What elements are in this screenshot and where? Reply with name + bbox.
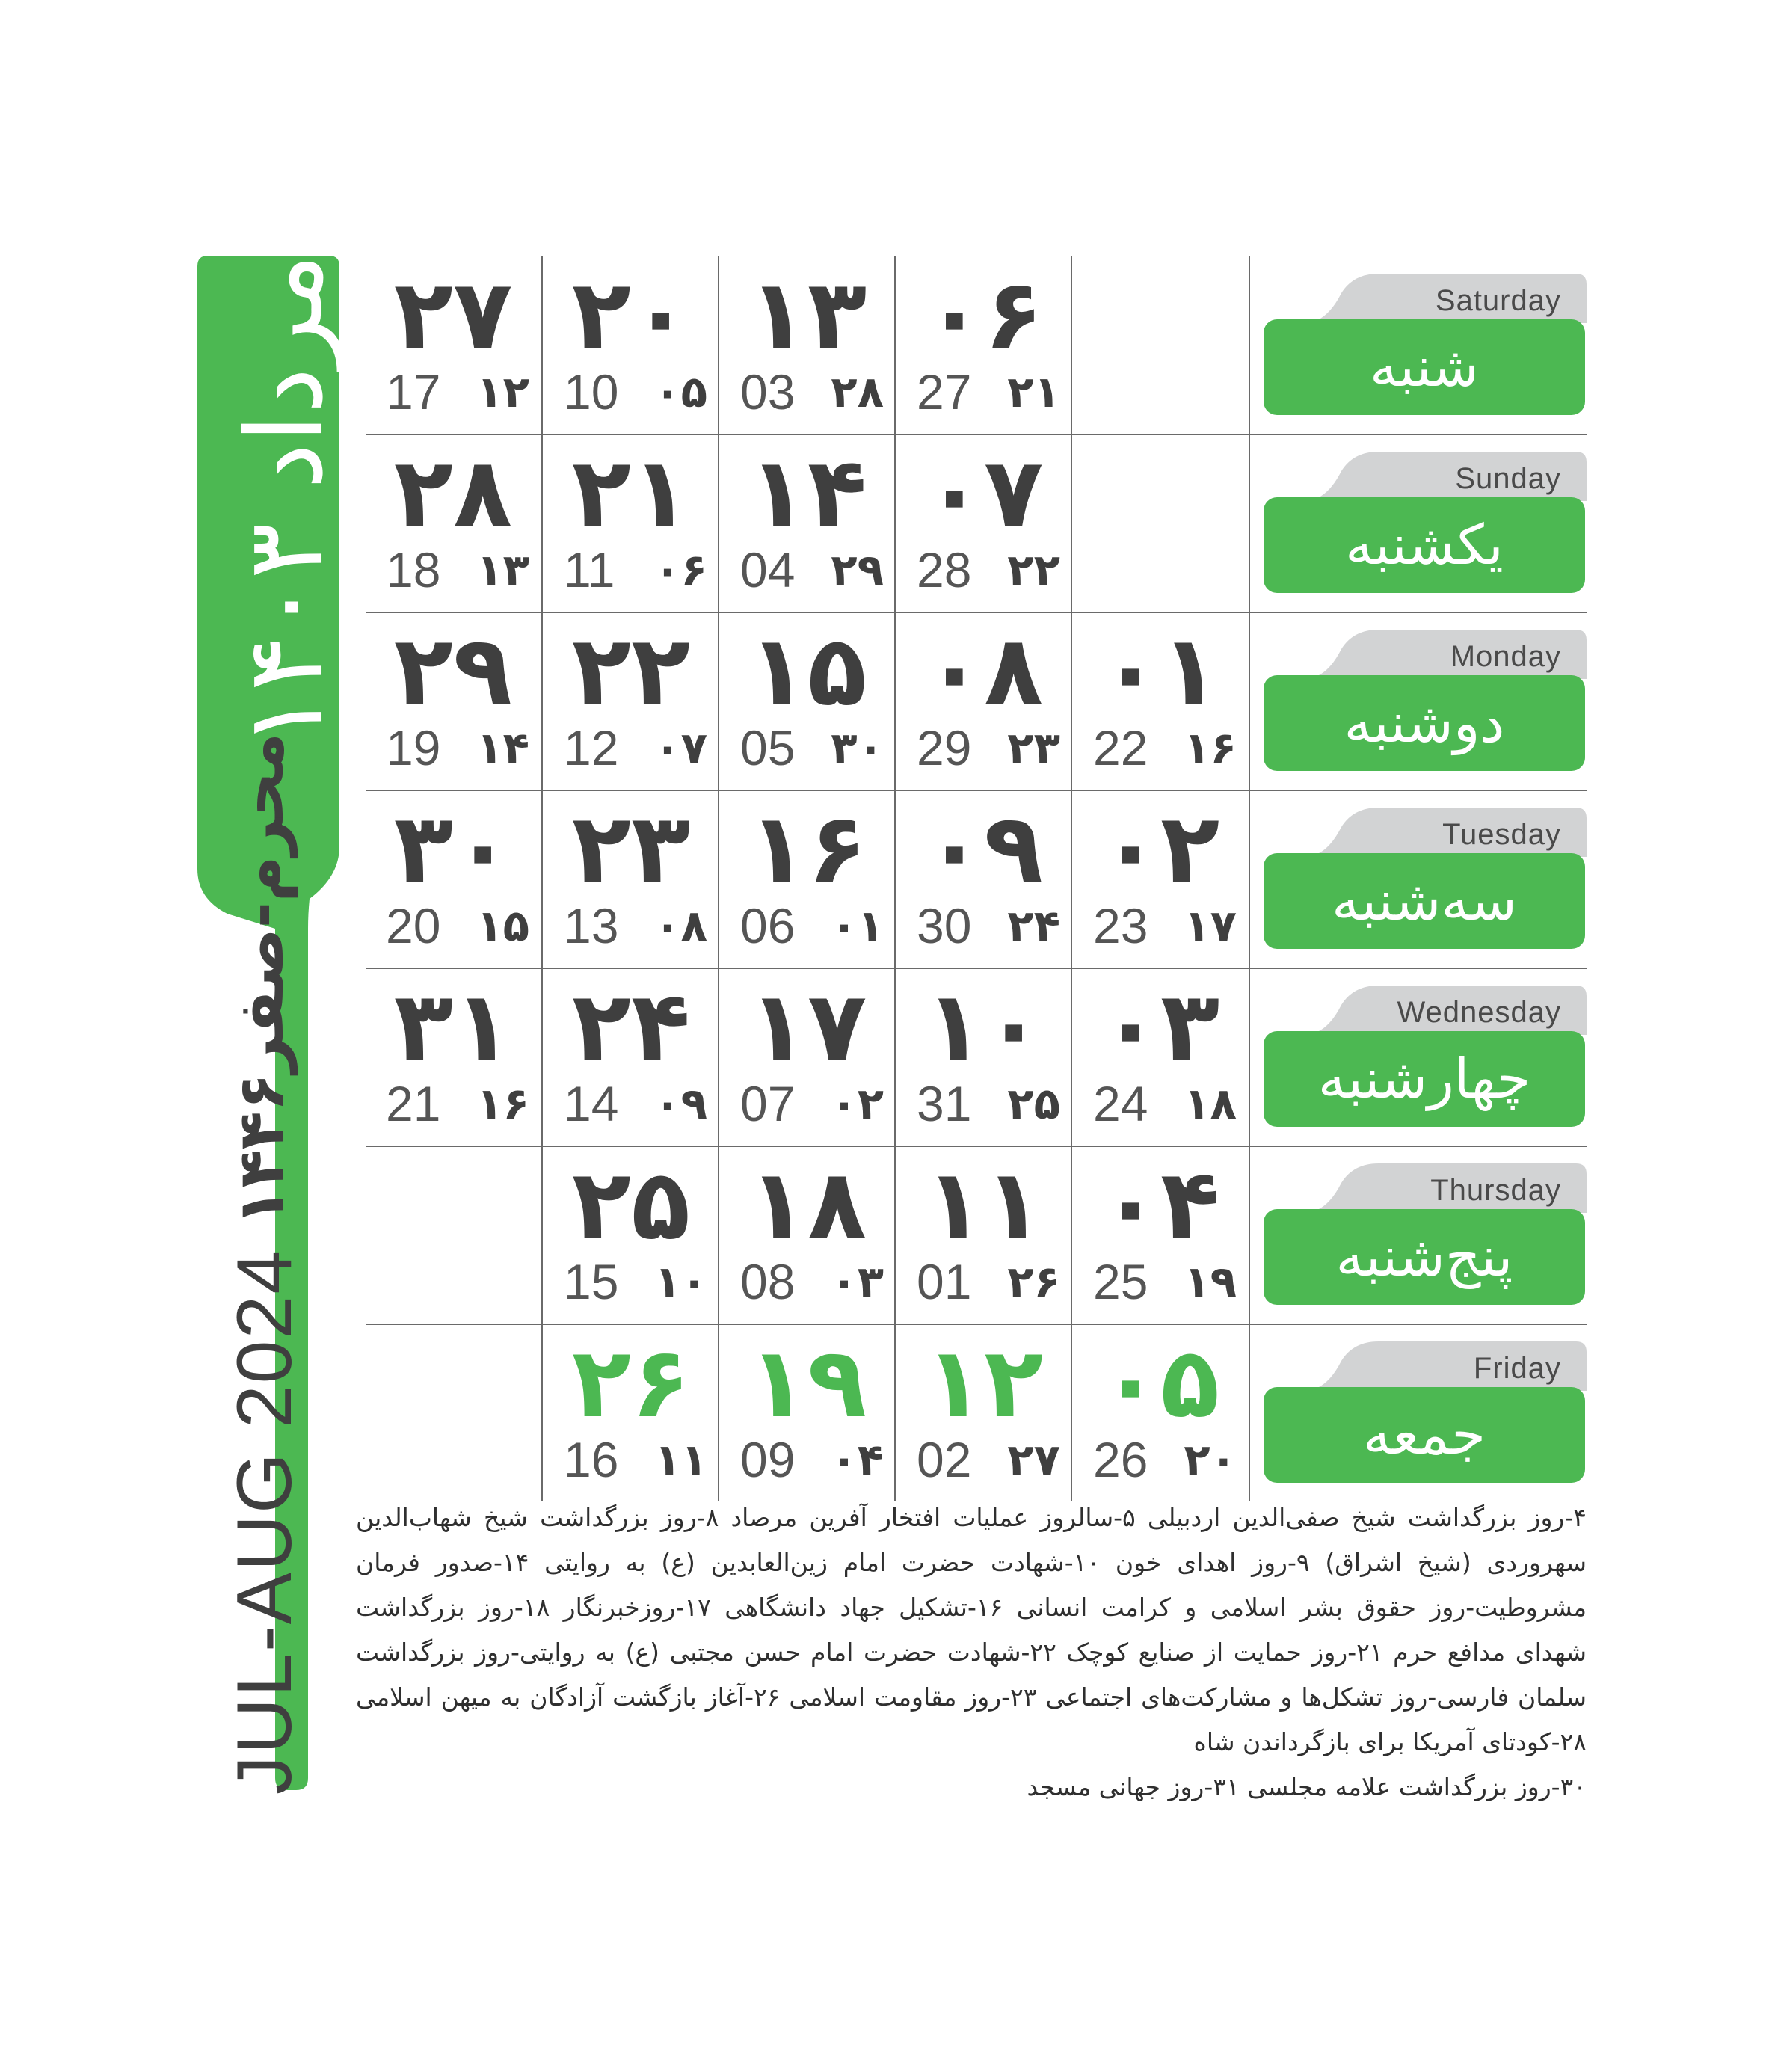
solar-day-number: ۰۷ [924, 436, 1044, 550]
hijri-day-number: ۲۶ [1007, 1256, 1060, 1307]
hijri-day-number: ۳۰ [831, 722, 884, 773]
weekday-label [1259, 449, 1587, 594]
hijri-day-number: ۱۷ [1184, 900, 1237, 951]
solar-day-number: ۲۶ [571, 1326, 691, 1439]
hijri-month-title: محرم-صفر۱۴۴۶ [224, 732, 298, 1226]
day-cell[interactable] [366, 434, 543, 612]
weekday-english: Friday [1473, 1352, 1561, 1385]
gregorian-day-number: 02 [917, 1432, 972, 1487]
weekday-label [1259, 271, 1587, 416]
weekday-persian: سه‌شنبه [1264, 853, 1585, 949]
hijri-day-number: ۲۷ [1007, 1434, 1060, 1485]
weekday-english: Saturday [1435, 284, 1561, 317]
solar-day-number: ۱۲ [924, 1326, 1044, 1439]
day-cell[interactable] [544, 968, 721, 1146]
day-cell[interactable] [897, 612, 1074, 790]
weekday-persian: یکشنبه [1264, 497, 1585, 593]
gregorian-day-number: 17 [386, 364, 441, 419]
hijri-day-number: ۱۳ [476, 544, 529, 595]
gregorian-day-number: 07 [740, 1076, 796, 1131]
day-cell[interactable] [897, 1324, 1074, 1501]
gregorian-day-number: 13 [564, 898, 619, 953]
gregorian-day-number: 15 [564, 1254, 619, 1309]
solar-day-number: ۰۲ [1101, 792, 1220, 906]
weekday-english: Monday [1450, 640, 1561, 673]
hijri-day-number: ۰۸ [654, 900, 707, 951]
solar-day-number: ۱۰ [924, 970, 1044, 1083]
weekday-label [1259, 805, 1587, 950]
weekday-persian: چهارشنبه [1264, 1031, 1585, 1127]
weekday-english: Wednesday [1397, 996, 1561, 1029]
hijri-day-number: ۲۸ [831, 366, 884, 417]
hijri-day-number: ۱۸ [1184, 1078, 1237, 1129]
hijri-day-number: ۰۹ [654, 1078, 707, 1129]
day-cell[interactable] [544, 1324, 721, 1501]
hijri-day-number: ۲۹ [831, 544, 884, 595]
gregorian-day-number: 22 [1093, 720, 1148, 775]
solar-day-number: ۳۱ [393, 970, 513, 1083]
gregorian-day-number: 20 [386, 898, 441, 953]
gregorian-day-number: 18 [386, 542, 441, 597]
day-cell[interactable] [897, 434, 1074, 612]
weekday-english: Sunday [1455, 462, 1561, 495]
weekday-label [1259, 1160, 1587, 1306]
solar-day-number: ۱۴ [748, 436, 867, 550]
gregorian-day-number: 03 [740, 364, 796, 419]
gregorian-day-number: 12 [564, 720, 619, 775]
solar-day-number: ۲۰ [571, 258, 691, 372]
solar-day-number: ۲۴ [571, 970, 691, 1083]
day-cell[interactable] [721, 1324, 897, 1501]
hijri-day-number: ۰۴ [831, 1434, 884, 1485]
day-cell[interactable] [897, 1146, 1074, 1324]
gregorian-day-number: 30 [917, 898, 972, 953]
hijri-day-number: ۲۵ [1007, 1078, 1060, 1129]
solar-day-number: ۱۳ [748, 258, 867, 372]
gregorian-day-number: 27 [917, 364, 972, 419]
events-list [356, 1495, 1587, 1810]
solar-day-number: ۰۵ [1101, 1326, 1220, 1439]
day-cell[interactable] [544, 612, 721, 790]
hijri-day-number: ۱۰ [654, 1256, 707, 1307]
hijri-day-number: ۱۱ [654, 1434, 707, 1485]
hijri-day-number: ۱۴ [476, 722, 529, 773]
weekday-persian: دوشنبه [1264, 675, 1585, 771]
day-cell[interactable] [544, 1146, 721, 1324]
day-cell[interactable] [1074, 1324, 1250, 1501]
solar-day-number: ۰۱ [1101, 614, 1220, 728]
solar-day-number: ۱۷ [748, 970, 867, 1083]
gregorian-day-number: 14 [564, 1076, 619, 1131]
solar-day-number: ۰۶ [924, 258, 1044, 372]
hijri-day-number: ۰۵ [654, 366, 707, 417]
gregorian-month-title: JUL-AUG 2024 [221, 1249, 308, 1795]
hijri-day-number: ۰۲ [831, 1078, 884, 1129]
gregorian-day-number: 21 [386, 1076, 441, 1131]
solar-day-number: ۲۸ [393, 436, 513, 550]
weekday-label [1259, 627, 1587, 772]
gregorian-day-number: 10 [564, 364, 619, 419]
solar-day-number: ۱۶ [748, 792, 867, 906]
weekday-label [1259, 983, 1587, 1128]
day-cell[interactable] [366, 256, 543, 434]
weekday-persian: جمعه [1264, 1387, 1585, 1483]
day-cell[interactable] [897, 790, 1074, 968]
gregorian-day-number: 23 [1093, 898, 1148, 953]
month-title: مرداد ۱۴۰۳ [224, 253, 346, 748]
gregorian-day-number: 29 [917, 720, 972, 775]
gregorian-day-number: 26 [1093, 1432, 1148, 1487]
solar-day-number: ۲۷ [393, 258, 513, 372]
solar-day-number: ۱۵ [748, 614, 867, 728]
gregorian-day-number: 01 [917, 1254, 972, 1309]
weekday-persian: پنج‌شنبه [1264, 1209, 1585, 1305]
gregorian-day-number: 04 [740, 542, 796, 597]
solar-day-number: ۲۳ [571, 792, 691, 906]
day-cell[interactable] [721, 968, 897, 1146]
hijri-day-number: ۰۶ [654, 544, 707, 595]
gregorian-day-number: 06 [740, 898, 796, 953]
hijri-day-number: ۰۷ [654, 722, 707, 773]
day-cell[interactable] [544, 434, 721, 612]
solar-day-number: ۲۲ [571, 614, 691, 728]
hijri-day-number: ۲۰ [1184, 1434, 1237, 1485]
gregorian-day-number: 31 [917, 1076, 972, 1131]
gregorian-day-number: 08 [740, 1254, 796, 1309]
day-cell[interactable] [544, 790, 721, 968]
events-paragraph: ۴-روز بزرگداشت شیخ صفی‌الدین اردبیلی ۵-سالروز عملیات افتخار آفرین مرصاد ۸-روز بزرگداشت شیخ شهاب‌الدین سهروردی (شیخ اشراق) ۹-روز اهدای خون ۱۰-شهادت حضرت امام زین‌العابدین (ع) به روایتی ۱۴-صدور فرمان مشروطیت-روز حقوق بشر اسلامی و کرامت انسانی ۱۶-تشکیل جهاد دانشگاهی ۱۷-روزخبرنگار ۱۸-روز بزرگداشت شهدای مدافع حرم ۲۱-روز حمایت از صنایع کوچک ۲۲-شهادت حضرت امام حسن مجتبی (ع) به روایتی-روز بزرگداشت سلمان فارسی-روز تشکل‌ها و مشارکت‌های اجتماعی ۲۳-روز مقاومت اسلامی ۲۶-آغاز بازگشت آزادگان به میهن اسلامی ۲۸-کودتای آمریکا برای بازگرداندن شاه [356, 1503, 1587, 1756]
day-cell[interactable] [1074, 790, 1250, 968]
weekday-label [1259, 1338, 1587, 1484]
day-cell[interactable] [721, 1146, 897, 1324]
solar-day-number: ۳۰ [393, 792, 513, 906]
gregorian-day-number: 11 [564, 542, 615, 597]
solar-day-number: ۰۹ [924, 792, 1044, 906]
gregorian-day-number: 24 [1093, 1076, 1148, 1131]
weekday-english: Thursday [1430, 1174, 1561, 1207]
hijri-day-number: ۱۹ [1184, 1256, 1237, 1307]
hijri-day-number: ۲۴ [1007, 900, 1060, 951]
gregorian-day-number: 28 [917, 542, 972, 597]
gregorian-day-number: 25 [1093, 1254, 1148, 1309]
day-cell[interactable] [366, 790, 543, 968]
day-cell[interactable] [721, 790, 897, 968]
solar-day-number: ۲۱ [571, 436, 691, 550]
solar-day-number: ۱۸ [748, 1148, 867, 1261]
hijri-day-number: ۱۶ [1184, 722, 1237, 773]
hijri-day-number: ۰۱ [831, 900, 884, 951]
gregorian-day-number: 09 [740, 1432, 796, 1487]
day-cell[interactable] [1074, 612, 1250, 790]
day-cell[interactable] [721, 256, 897, 434]
hijri-day-number: ۲۳ [1007, 722, 1060, 773]
day-cell[interactable] [897, 968, 1074, 1146]
gregorian-day-number: 16 [564, 1432, 619, 1487]
day-cell[interactable] [366, 968, 543, 1146]
weekday-english: Tuesday [1442, 818, 1561, 851]
day-cell[interactable] [1074, 968, 1250, 1146]
solar-day-number: ۰۴ [1101, 1148, 1220, 1261]
hijri-day-number: ۱۵ [476, 900, 529, 951]
solar-day-number: ۰۸ [924, 614, 1044, 728]
events-paragraph: ۳۰-روز بزرگداشت علامه مجلسی ۳۱-روز جهانی مسجد [1027, 1772, 1587, 1801]
hijri-day-number: ۲۱ [1007, 366, 1060, 417]
day-cell[interactable] [544, 256, 721, 434]
day-cell[interactable] [721, 434, 897, 612]
day-cell[interactable] [721, 612, 897, 790]
hijri-day-number: ۱۶ [476, 1078, 529, 1129]
gregorian-day-number: 19 [386, 720, 441, 775]
day-cell[interactable] [1074, 1146, 1250, 1324]
hijri-day-number: ۰۳ [831, 1256, 884, 1307]
hijri-day-number: ۲۲ [1007, 544, 1060, 595]
gregorian-day-number: 05 [740, 720, 796, 775]
solar-day-number: ۱۱ [924, 1148, 1044, 1261]
solar-day-number: ۱۹ [748, 1326, 867, 1439]
day-cell[interactable] [897, 256, 1074, 434]
solar-day-number: ۲۵ [571, 1148, 691, 1261]
day-cell[interactable] [366, 612, 543, 790]
solar-day-number: ۰۳ [1101, 970, 1220, 1083]
weekday-persian: شنبه [1264, 319, 1585, 415]
solar-day-number: ۲۹ [393, 614, 513, 728]
hijri-day-number: ۱۲ [476, 366, 529, 417]
